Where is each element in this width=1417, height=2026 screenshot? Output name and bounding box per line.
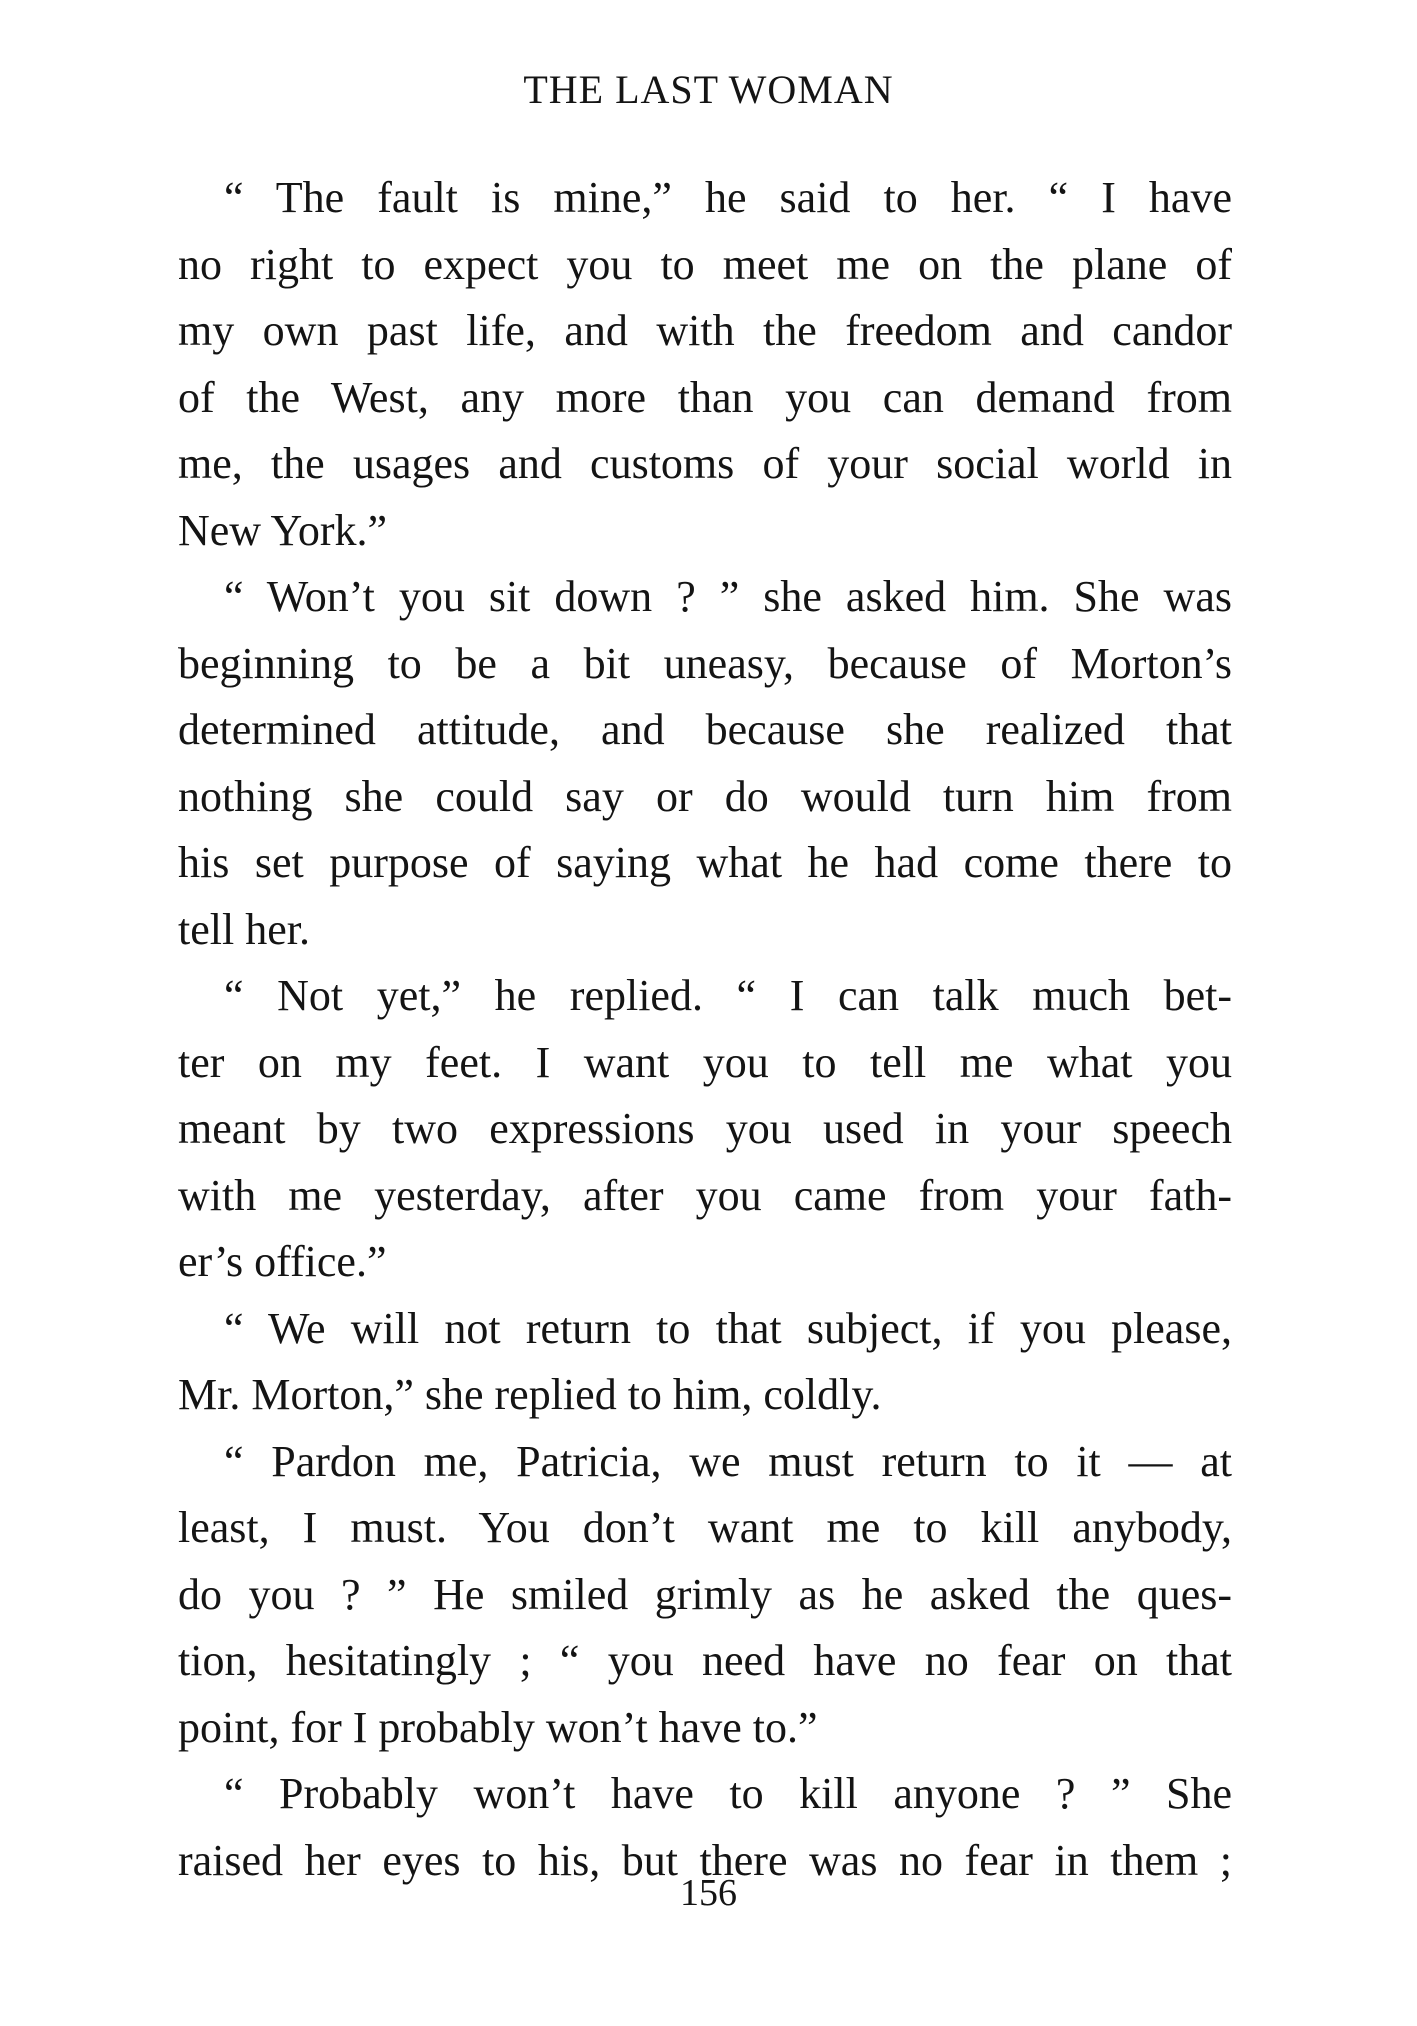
running-head: THE LAST WOMAN xyxy=(523,67,894,112)
text-line: least, I must. You don’t want me to kill anybody, xyxy=(178,1503,1232,1552)
text-line: with me yesterday, after you came from your fath- xyxy=(178,1170,1232,1220)
text-line: his set purpose of saying what he had come there to xyxy=(178,838,1232,887)
text-line: New York.” xyxy=(178,505,387,555)
text-line: beginning to be a bit uneasy, because of Morton’s xyxy=(178,638,1232,688)
text-line: “ Probably won’t have to kill anyone ? ” She xyxy=(224,1769,1232,1818)
text-line: do you ? ” He smiled grimly as he asked the ques- xyxy=(178,1569,1232,1619)
text-line: of the West, any more than you can demand from xyxy=(178,372,1232,422)
text-line: raised her eyes to his, but there was no fear in them ; xyxy=(178,1835,1232,1885)
page-number: 156 xyxy=(680,1872,737,1914)
text-line: “ We will not return to that subject, if you please, xyxy=(224,1303,1232,1353)
text-line: point, for I probably won’t have to.” xyxy=(178,1702,818,1752)
text-line: ter on my feet. I want you to tell me what you xyxy=(178,1037,1232,1087)
text-line: determined attitude, and because she realized that xyxy=(178,705,1232,754)
text-line: me, the usages and customs of your social world in xyxy=(178,439,1232,488)
text-line: nothing she could say or do would turn him from xyxy=(178,771,1232,821)
text-line: no right to expect you to meet me on the plane of xyxy=(178,239,1232,289)
text-line: “ Won’t you sit down ? ” she asked him. She was xyxy=(224,572,1232,621)
text-line: tell her. xyxy=(178,904,310,954)
text-line: Mr. Morton,” she replied to him, coldly. xyxy=(178,1370,882,1419)
text-line: “ The fault is mine,” he said to her. “ I have xyxy=(224,173,1232,222)
text-line: tion, hesitatingly ; “ you need have no fear on that xyxy=(178,1636,1232,1685)
body-text xyxy=(178,165,1232,1894)
text-line: “ Pardon me, Patricia, we must return to it — at xyxy=(224,1436,1232,1486)
text-line: meant by two expressions you used in your speech xyxy=(178,1104,1232,1153)
text-line: “ Not yet,” he replied. “ I can talk much bet- xyxy=(224,971,1232,1020)
text-line: my own past life, and with the freedom and candor xyxy=(178,306,1232,355)
text-line: er’s office.” xyxy=(178,1237,387,1286)
